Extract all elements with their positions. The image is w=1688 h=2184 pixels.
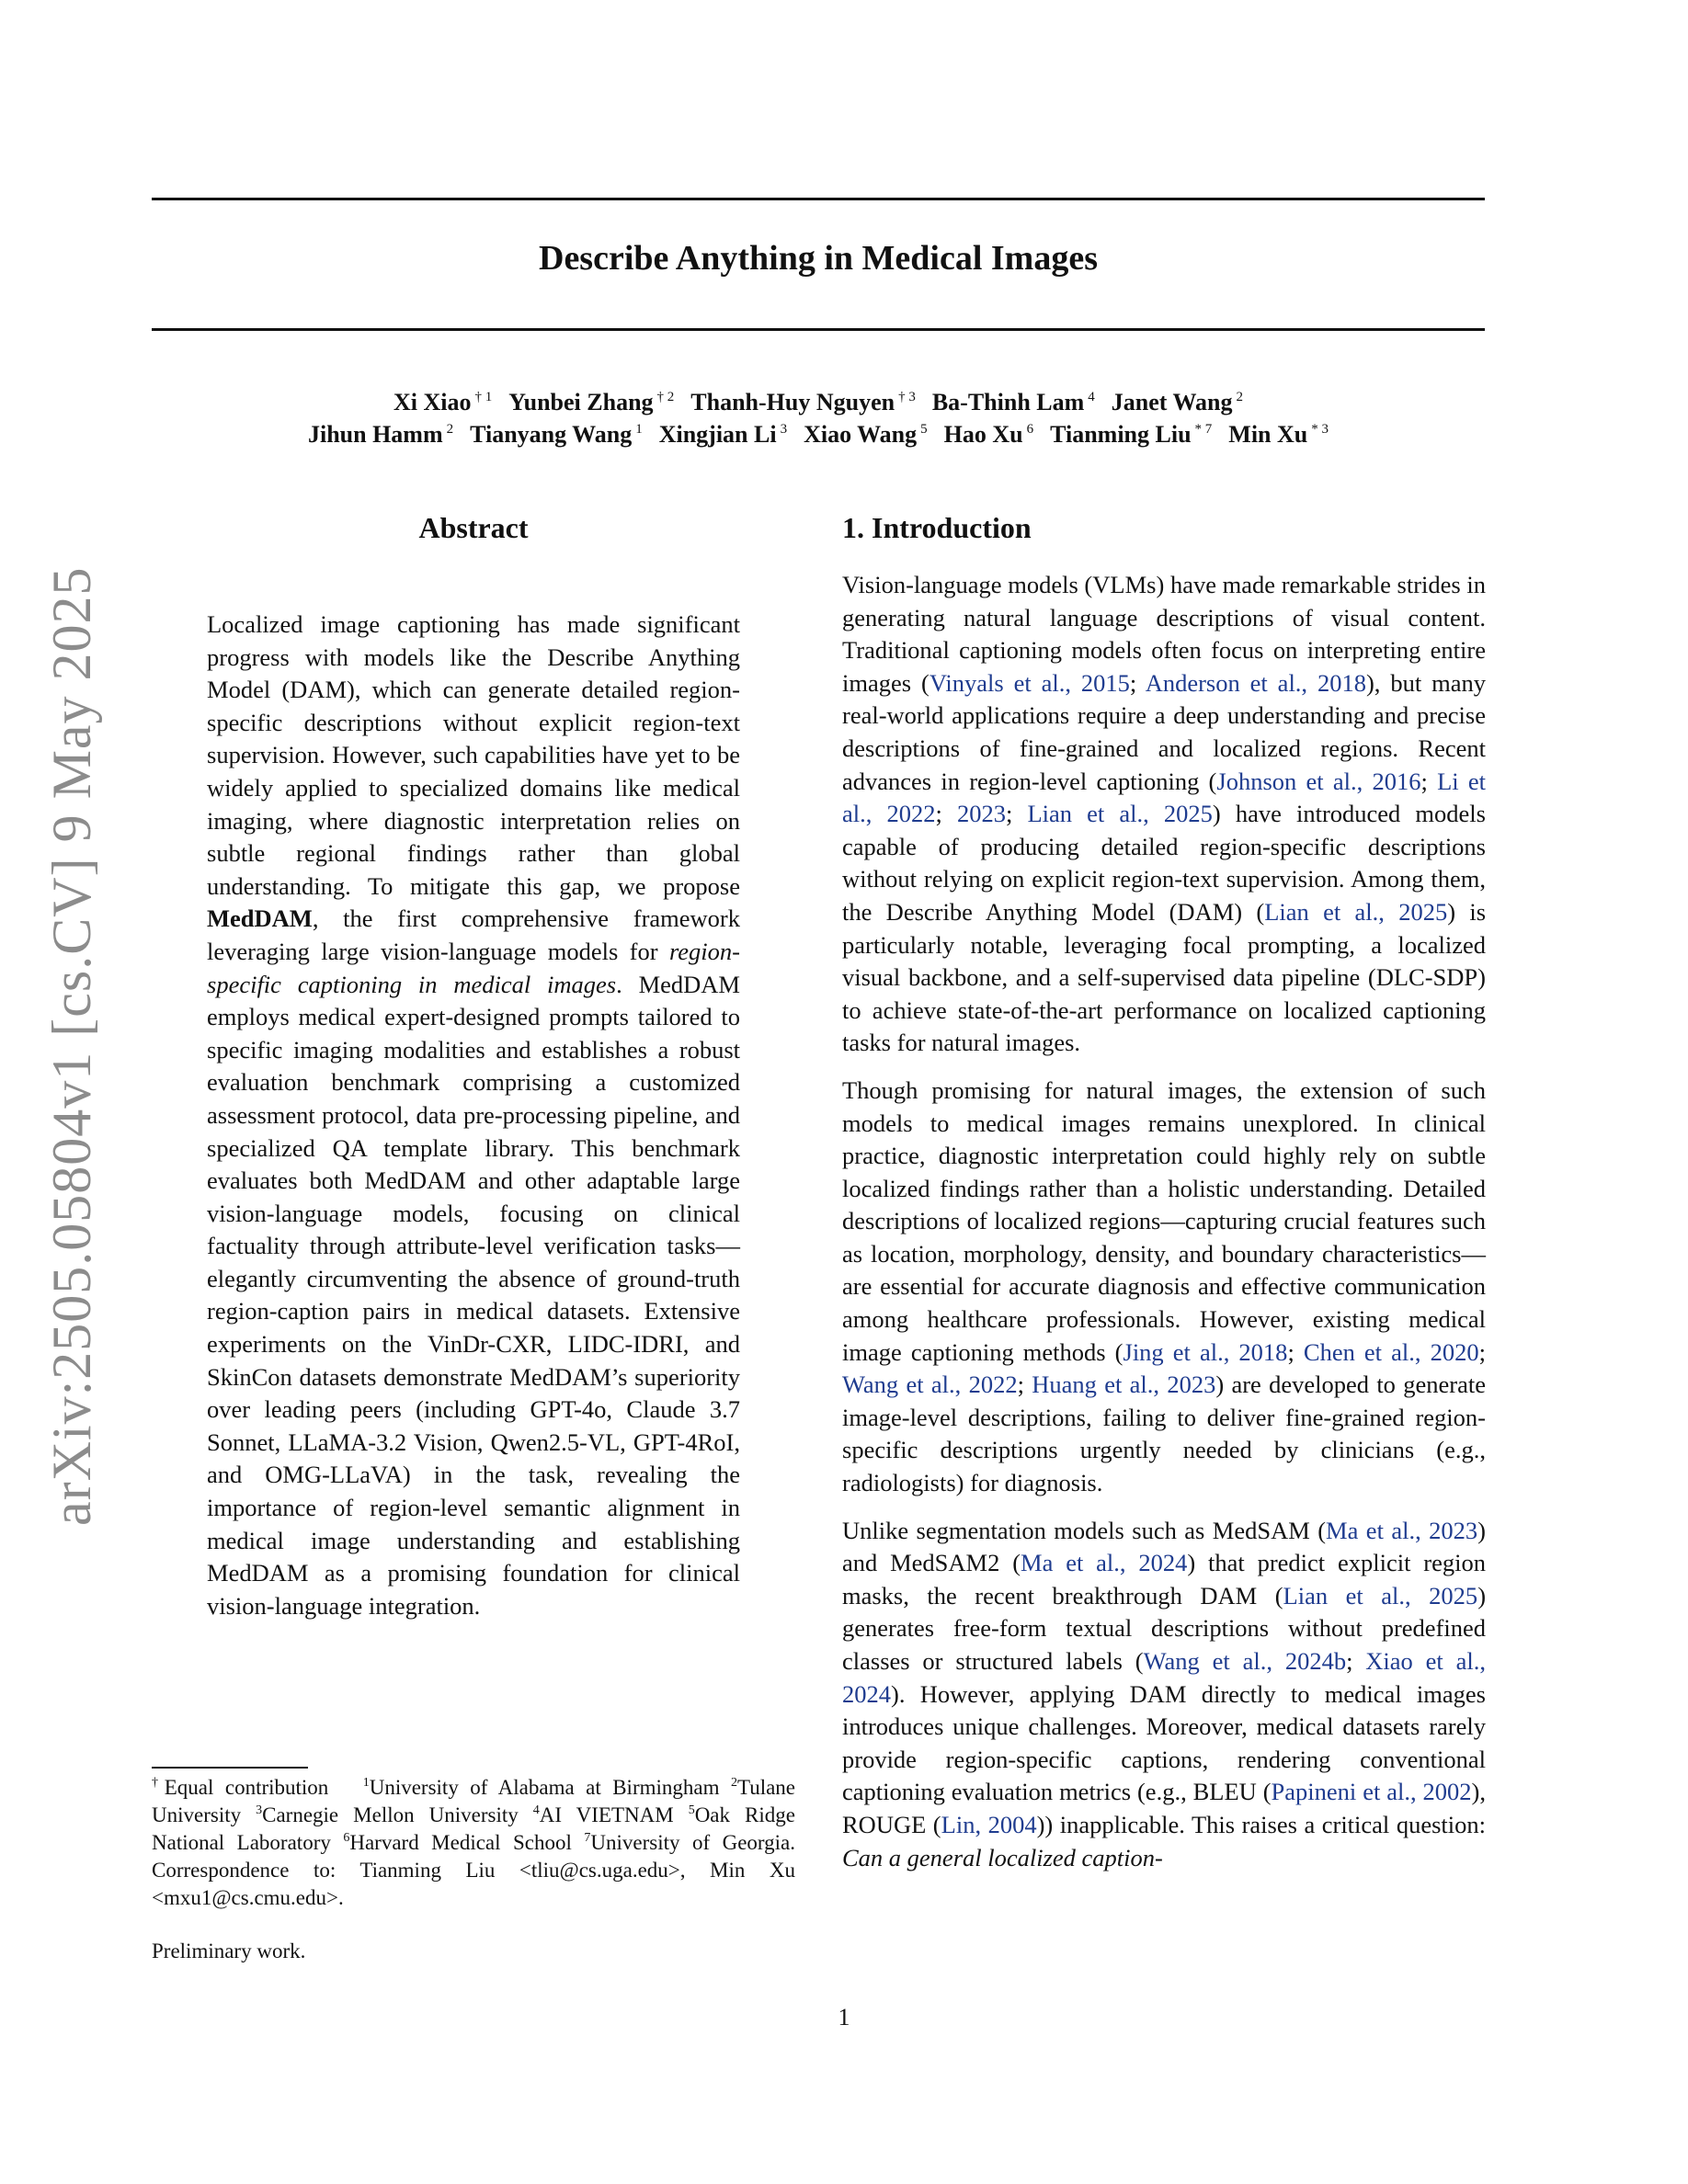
title-rule-top	[152, 198, 1485, 200]
author: Jihun Hamm $^2$	[307, 421, 454, 448]
intro-paragraph-1: Vision-language models (VLMs) have made remarkable strides in generating natural language descriptions of visual content. Traditional captioning models often focus on interpreting entire images (Vinyals et al., 2015; Anderson et al., 2018), but many real-world applications require a deep understanding and precise descriptions of fine-grained and localized regions. Recent advances in region-level captioning (Johnson et al., 2016; Li et al., 2022; 2023; Lian et al., 2025) have introduced models capable of producing detailed region-specific descriptions without relying on explicit region-text supervision. Among them, the Describe Anything Model (DAM) (Lian et al., 2025) is particularly notable, leveraging focal prompting, a localized visual backbone, and a self-supervised data pipeline (DLC-SDP) to achieve state-of-the-art performance on localized captioning tasks for natural images.	[842, 571, 1487, 1057]
citation-link[interactable]: Vinyals et al., 2015	[929, 668, 1130, 697]
author: Tianyang Wang $^1$	[470, 421, 643, 448]
author: Thanh-Huy Nguyen $^{\dagger 3}$	[690, 389, 916, 415]
abstract-body	[207, 609, 740, 1622]
abstract-paragraph: Localized image captioning has made significant progress with models like the Describe Anything Model (DAM), which can generate detailed region-specific descriptions without explicit region-text supervision. However, such capabilities have yet to be widely applied to specialized domains like medical imaging, where diagnostic interpretation relies on subtle regional findings rather than global understanding. To mitigate this gap, we propose MedDAM, the first comprehensive framework leveraging large vision-language models for region-specific captioning in medical images. MedDAM employs medical expert-designed prompts tailored to specific imaging modalities and establishes a robust evaluation benchmark comprising a customized assessment protocol, data pre-processing pipeline, and specialized QA template library. This benchmark evaluates both MedDAM and other adaptable large vision-language models, focusing on clinical factuality through attribute-level verification tasks—elegantly circumventing the absence of ground-truth region-caption pairs in medical datasets. Extensive experiments on the VinDr-CXR, LIDC-IDRI, and SkinCon datasets demonstrate MedDAM’s superiority over leading peers (including GPT-4o, Claude 3.7 Sonnet, LLaMA-3.2 Vision, Qwen2.5-VL, GPT-4RoI, and OMG-LLaVA) in the task, revealing the importance of region-level semantic alignment in medical image understanding and establishing MedDAM as a promising foundation for clinical vision-language integration.	[207, 610, 740, 1620]
citation-link[interactable]: Anderson et al., 2018	[1145, 668, 1366, 697]
introduction-body	[842, 569, 1486, 1874]
author: Min Xu $^{* 3}$	[1228, 421, 1329, 448]
citation-link[interactable]: Wang et al., 2022	[842, 1371, 1018, 1399]
arxiv-watermark: arXiv:2505.05804v1 [cs.CV] 9 May 2025	[41, 566, 102, 1526]
citation-link[interactable]: Huang et al., 2023	[1032, 1371, 1216, 1399]
author-line-2	[152, 421, 1485, 449]
abstract-heading: Abstract	[418, 511, 529, 544]
author: Janet Wang $^2$	[1111, 389, 1244, 415]
citation-link[interactable]: Lian et al., 2025	[1027, 800, 1213, 828]
title-rule-bottom	[152, 328, 1485, 331]
author-line-1	[152, 389, 1485, 416]
citation-link[interactable]: Li et al., 2022	[842, 767, 1487, 828]
author: Tianming Liu $^{* 7}$	[1050, 421, 1213, 448]
citation-link[interactable]: Xiao et al., 2024	[842, 1647, 1486, 1708]
citation-link[interactable]: Ma et al., 2023	[1326, 1516, 1478, 1544]
author: Ba-Thinh Lam $^4$	[931, 389, 1095, 415]
author: Xingjian Li $^3$	[658, 421, 788, 448]
author: Xiao Wang $^5$	[804, 421, 928, 448]
page-number: 1	[838, 2004, 850, 2030]
author: Xi Xiao $^{\dagger 1}$	[393, 389, 493, 415]
author: Yunbei Zhang $^{\dagger 2}$	[508, 389, 675, 415]
section-heading-introduction: 1. Introduction	[842, 511, 1032, 544]
paper-title: Describe Anything in Medical Images	[539, 239, 1098, 278]
intro-paragraph-3: Unlike segmentation models such as MedSAM (Ma et al., 2023) and MedSAM2 (Ma et al., 2024) that predict explicit region masks, the recent breakthrough DAM (Lian et al., 2025) generates free-form textual descriptions without predefined classes or structured labels (Wang et al., 2024b; Xiao et al., 2024). However, applying DAM directly to medical images introduces unique challenges. Moreover, medical datasets rarely provide region-specific captions, rendering conventional captioning evaluation metrics (e.g., BLEU (Papineni et al., 2002), ROUGE (Lin, 2004)) inapplicable. This raises a critical question: Can a general localized caption-	[842, 1516, 1487, 1871]
citation-link[interactable]: Ma et al., 2024	[1021, 1549, 1188, 1577]
citation-link[interactable]: Wang et al., 2024b	[1143, 1647, 1347, 1675]
citation-link[interactable]: Lian et al., 2025	[1283, 1581, 1478, 1610]
footnote-rule	[152, 1767, 308, 1769]
intro-paragraph-2: Though promising for natural images, the extension of such models to medical images remains unexplored. In clinical practice, diagnostic interpretation could highly rely on subtle localized findings rather than a holistic understanding. Detailed descriptions of localized regions—capturing crucial features such as location, morphology, density, and boundary characteristics—are essential for accurate diagnosis and effective communication among healthcare professionals. However, existing medical image captioning methods (Jing et al., 2018; Chen et al., 2020; Wang et al., 2022; Huang et al., 2023) are developed to generate image-level descriptions, failing to deliver fine-grained region-specific descriptions urgently needed by clinicians (e.g., radiologists) for diagnosis.	[842, 1075, 1486, 1497]
citation-link[interactable]: 2023	[956, 800, 1006, 828]
preliminary-note: Preliminary work.	[152, 1939, 306, 1962]
citation-link[interactable]: Jing et al., 2018	[1123, 1337, 1288, 1366]
affiliations-footnote: †Equal contribution $^1$University of Alabama at Birmingham $^2$Tulane University $^3$Carnegie Mellon University $^4$AI VIETNAM $^5$Oak Ridge National Laboratory $^6$Harvard Medical School $^7$University of Georgia. Correspondence to: Tianming Liu <tliu@cs.uga.edu>, Min Xu <mxu1@cs.cmu.edu>.	[152, 1776, 796, 1909]
citation-link[interactable]: Lian et al., 2025	[1264, 897, 1448, 926]
citation-link[interactable]: Johnson et al., 2016	[1216, 767, 1421, 795]
citation-link[interactable]: Chen et al., 2020	[1303, 1337, 1479, 1366]
citation-link[interactable]: Papineni et al., 2002	[1271, 1778, 1472, 1806]
citation-link[interactable]: Lin, 2004	[941, 1810, 1037, 1838]
author: Hao Xu $^6$	[943, 421, 1034, 448]
